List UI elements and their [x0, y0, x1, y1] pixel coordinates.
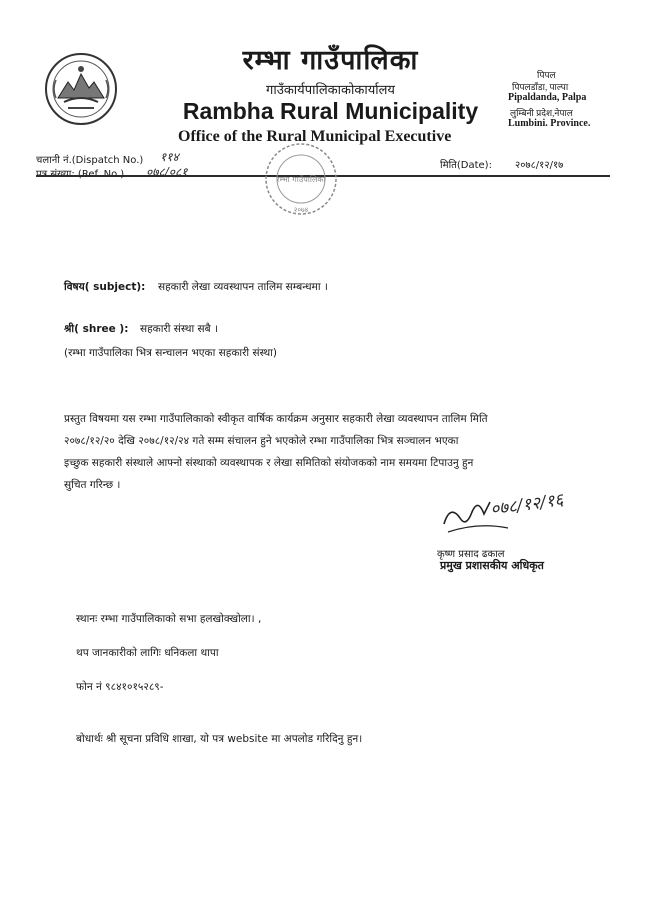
signatory-name: कृष्ण प्रसाद ढकाल	[437, 549, 505, 560]
subject-text: सहकारी लेखा व्यवस्थापन तालिम सम्बन्धमा ।	[158, 281, 328, 293]
office-subtitle-nepali: गाउँकार्यपालिकाकोकार्यालय	[266, 83, 395, 98]
signatory-designation: प्रमुख प्रशासकीय अधिकृत	[440, 559, 544, 572]
municipality-title-nepali: रम्भा गाउँपालिका	[242, 45, 419, 76]
address-line: लुम्बिनी प्रदेश,नेपाल	[510, 108, 573, 118]
cc-text: बोधार्थः श्री सूचना प्रविधि शाखा, यो पत्र website मा अपलोड गरिदिनु हुन।	[76, 733, 363, 745]
body-line: २०७८/१२/२० देखि २०७८/१२/२४ गते सम्म संचालन हुने भएकोले रम्भा गाउँपालिका भित्र सञ्चालन भएका	[64, 435, 459, 447]
svg-text:२०७४: २०७४	[293, 206, 309, 214]
municipality-title-english: Rambha Rural Municipality	[182, 98, 479, 124]
phone-text: फोन नं ९८४१०१५२८९-	[76, 681, 164, 693]
office-seal-stamp	[262, 140, 340, 218]
contact-text: थप जानकारीको लागिः धनिकला थापा	[76, 647, 219, 659]
recipient-text: सहकारी संस्था सबै ।	[140, 323, 218, 335]
recipient-note: (रम्भा गाउँपालिका भित्र सन्चालन भएका सहकारी संस्था)	[64, 347, 277, 359]
subject-label: विषय( subject):	[64, 281, 146, 293]
letter-body	[64, 408, 594, 496]
svg-text:रम्भा गाउँपालिका: रम्भा गाउँपालिका	[276, 175, 326, 184]
date-value: २०७८/१२/१७	[515, 160, 564, 171]
address-line: Pipaldanda, Palpa	[508, 92, 587, 103]
signature-date: ०७८/१२/१६	[489, 489, 565, 520]
venue-text: स्थानः रम्भा गाउँपालिकाको सभा हलखोक्खोला। ,	[76, 613, 262, 625]
recipient-label: श्री( shree ):	[64, 323, 129, 335]
body-line: इच्छुक सहकारी संस्थाले आफ्नो संस्थाको व्यवस्थापक र लेखा समितिको संयोजकको नाम समयमा टिपाउनु हुन	[64, 457, 474, 469]
address-line: Lumbini. Province.	[508, 118, 591, 129]
date-label: मिति(Date):	[440, 160, 492, 171]
dispatch-label: चलानी नं.(Dispatch No.)	[36, 155, 144, 166]
ref-label: पत्र संख्या: (Ref. No.)	[36, 169, 125, 180]
body-line: सुचित गरिन्छ ।	[64, 479, 121, 491]
dispatch-number: ११४	[160, 150, 179, 164]
address-line: पिपलडाँडा, पाल्पा	[512, 82, 569, 92]
address-line: पिपल	[537, 70, 556, 80]
office-title-english: Office of the Rural Municipal Executive	[178, 128, 452, 145]
ref-number: ०७८/०८१	[146, 165, 188, 179]
body-line: प्रस्तुत विषयमा यस रम्भा गाउँपालिकाको स्वीकृत वार्षिक कार्यक्रम अनुसार सहकारी लेखा व्यवस्थापन तालिम मिति	[64, 413, 488, 425]
